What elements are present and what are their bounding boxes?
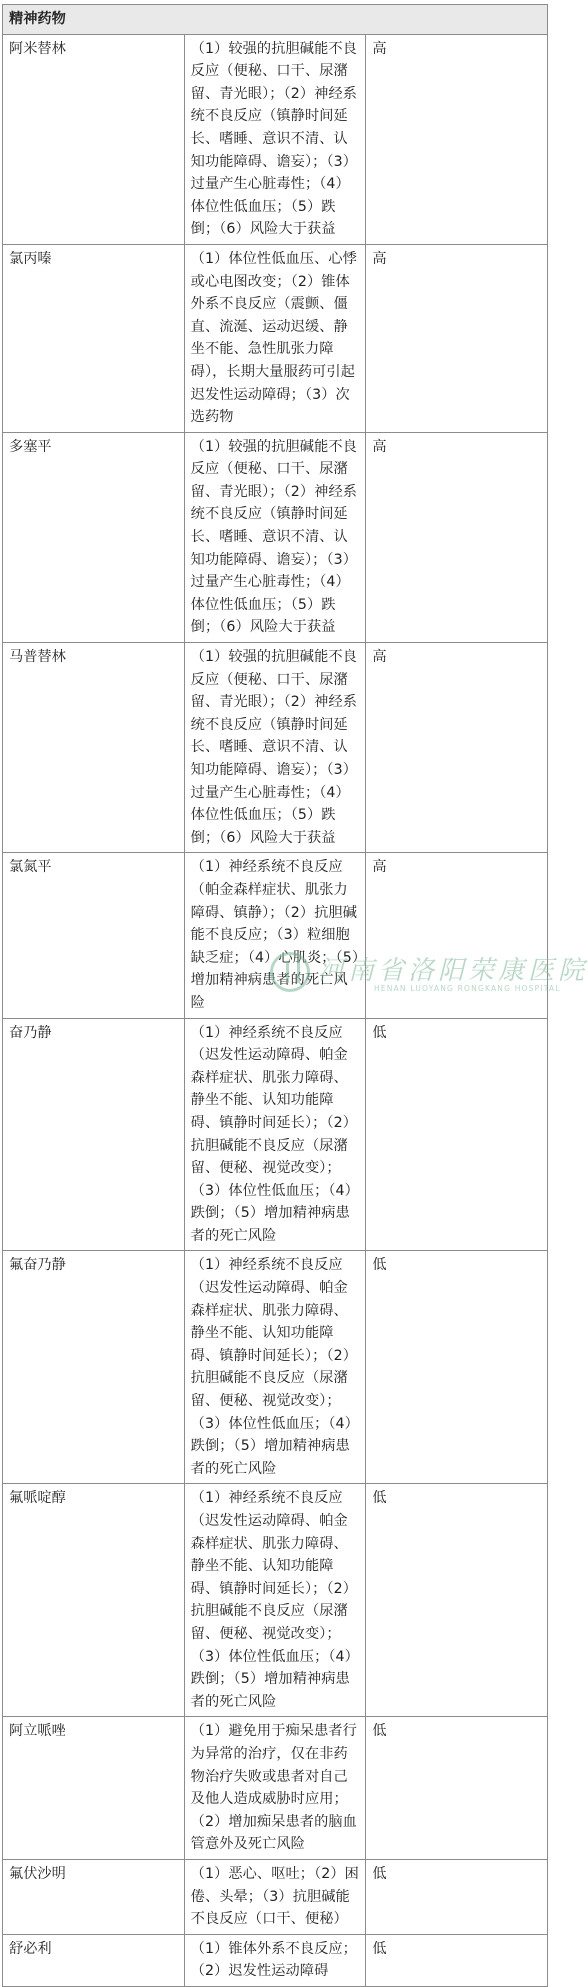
drug-name: 氟奋乃静 (3, 1251, 185, 1484)
drug-description: （1）较强的抗胆碱能不良反应（便秘、口干、尿潴留、青光眼）；（2）神经系统不良反应（镇静时间延长、嗜睡、意识不清、认知功能障碍、谵妄）；（3）过量产生心脏毒性；（4）体位性低血压；（5）跌倒；（6）风险大于获益 (184, 34, 366, 244)
section-title: 精神药物 (3, 5, 548, 35)
risk-level: 高 (366, 643, 548, 853)
drug-row (3, 1717, 548, 1860)
watermark-subtext: HENAN LUOYANG RONGKANG HOSPITAL (374, 984, 561, 993)
risk-level: 高 (366, 432, 548, 642)
drug-description: （1）神经系统不良反应（帕金森样症状、肌张力障碍、镇静）；（2）抗胆碱能不良反应；（3）粒细胞缺乏症；（4）心肌炎；（5）增加精神病患者的死亡风险 (184, 853, 366, 1018)
risk-level: 高 (366, 853, 548, 1018)
drug-description: （1）较强的抗胆碱能不良反应（便秘、口干、尿潴留、青光眼）；（2）神经系统不良反应（镇静时间延长、嗜睡、意识不清、认知功能障碍、谵妄）；（3）过量产生心脏毒性；（4）体位性低血压；（5）跌倒；（6）风险大于获益 (184, 432, 366, 642)
drug-description: （1）避免用于痴呆患者行为异常的治疗，仅在非药物治疗失败或患者对自己及他人造成威胁时应用；（2）增加痴呆患者的脑血管意外及死亡风险 (184, 1717, 366, 1860)
drug-row (3, 1934, 548, 1986)
drug-name: 多塞平 (3, 432, 185, 642)
drug-description: （1）体位性低血压、心悸或心电图改变；（2）锥体外系不良反应（震颤、僵直、流涎、运动迟缓、静坐不能、急性肌张力障碍），长期大量服药可引起迟发性运动障碍；（3）次选药物 (184, 244, 366, 432)
drug-row (3, 643, 548, 853)
drug-name: 氟伏沙明 (3, 1859, 185, 1934)
drug-row (3, 1859, 548, 1934)
drug-row (3, 1251, 548, 1484)
risk-level: 低 (366, 1484, 548, 1717)
drug-row (3, 34, 548, 244)
drug-description: （1）恶心、呕吐；（2）困倦、头晕；（3）抗胆碱能不良反应（口干、便秘） (184, 1859, 366, 1934)
drug-name: 阿立哌唑 (3, 1717, 185, 1860)
drug-name: 阿米替林 (3, 34, 185, 244)
drug-name: 马普替林 (3, 643, 185, 853)
section-header-row (3, 5, 548, 35)
drug-name: 舒必利 (3, 1934, 185, 1986)
drug-description: （1）较强的抗胆碱能不良反应（便秘、口干、尿潴留、青光眼）；（2）神经系统不良反应（镇静时间延长、嗜睡、意识不清、认知功能障碍、谵妄）；（3）过量产生心脏毒性；（4）体位性低血压；（5）跌倒；（6）风险大于获益 (184, 643, 366, 853)
drug-description: （1）锥体外系不良反应；（2）迟发性运动障碍 (184, 1934, 366, 1986)
drug-description: （1）神经系统不良反应（迟发性运动障碍、帕金森样症状、肌张力障碍、静坐不能、认知功能障碍、镇静时间延长）；（2）抗胆碱能不良反应（尿潴留、便秘、视觉改变）；（3）体位性低血压；（4）跌倒；（5）增加精神病患者的死亡风险 (184, 1484, 366, 1717)
risk-level: 高 (366, 34, 548, 244)
risk-level: 低 (366, 1018, 548, 1251)
risk-level: 低 (366, 1934, 548, 1986)
risk-level: 高 (366, 244, 548, 432)
drug-row (3, 1018, 548, 1251)
drug-name: 氯丙嗪 (3, 244, 185, 432)
drug-name: 奋乃静 (3, 1018, 185, 1251)
watermark-text: 河南省洛阳荣康医院 (318, 956, 588, 986)
drug-description: （1）神经系统不良反应（迟发性运动障碍、帕金森样症状、肌张力障碍、静坐不能、认知功能障碍、镇静时间延长）；（2）抗胆碱能不良反应（尿潴留、便秘、视觉改变）；（3）体位性低血压；（4）跌倒；（5）增加精神病患者的死亡风险 (184, 1018, 366, 1251)
drug-risk-table (2, 4, 548, 1987)
drug-name: 氟哌啶醇 (3, 1484, 185, 1717)
drug-row (3, 1484, 548, 1717)
drug-description: （1）神经系统不良反应（迟发性运动障碍、帕金森样症状、肌张力障碍、静坐不能、认知功能障碍、镇静时间延长）；（2）抗胆碱能不良反应（尿潴留、便秘、视觉改变）；（3）体位性低血压；（4）跌倒；（5）增加精神病患者的死亡风险 (184, 1251, 366, 1484)
drug-name: 氯氮平 (3, 853, 185, 1018)
drug-row (3, 853, 548, 1018)
drug-row (3, 244, 548, 432)
drug-row (3, 432, 548, 642)
risk-level: 低 (366, 1859, 548, 1934)
risk-level: 低 (366, 1717, 548, 1860)
risk-level: 低 (366, 1251, 548, 1484)
